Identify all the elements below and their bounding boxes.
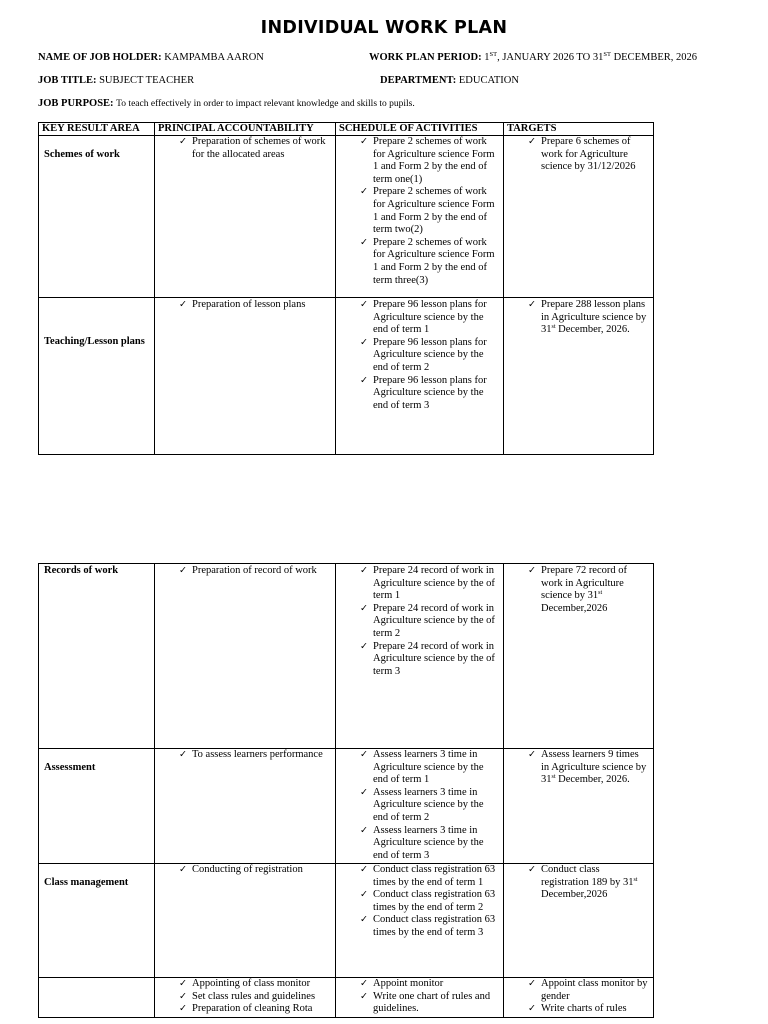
period-sup-a: ST — [489, 51, 498, 58]
work-plan-period-line — [369, 52, 697, 63]
list-item: ✓ Appoint class monitor by gender — [508, 978, 649, 1003]
work-plan-table-bottom — [38, 563, 654, 1018]
activities-list — [340, 299, 499, 412]
kra-class-management: Class management — [44, 877, 129, 888]
list-item: ✓ Prepare 96 lesson plans for Agriculture science by the end of term 1 — [340, 299, 499, 337]
list-item: ✓ Prepare 96 lesson plans for Agriculture science by the end of term 2 — [340, 337, 499, 375]
department-label: DEPARTMENT: — [380, 75, 457, 86]
list-item: ✓ Write one chart of rules and guidelines. — [340, 991, 499, 1016]
list-item: ✓ Preparation of schemes of work for the allocated areas — [159, 136, 331, 161]
targets-list — [508, 299, 649, 337]
targets-list — [508, 565, 649, 615]
activities-list — [340, 864, 499, 940]
list-item: ✓ Prepare 24 record of work in Agriculture science by the of term 2 — [340, 603, 499, 641]
list-item: ✓ Conduct class registration 63 times by the end of term 2 — [340, 889, 499, 914]
list-item: ✓ Prepare 288 lesson plans in Agriculture science by 31st December, 2026. — [508, 299, 649, 337]
table-header-row — [39, 123, 654, 136]
list-item: ✓ Prepare 6 schemes of work for Agriculture science by 31/12/2026 — [508, 136, 649, 174]
table-row — [39, 136, 654, 298]
department-line — [380, 75, 519, 86]
targets-list — [508, 864, 649, 902]
table-row — [39, 978, 654, 1018]
job-purpose-line — [38, 98, 415, 109]
list-item: ✓ Assess learners 9 times in Agriculture science by 31st December, 2026. — [508, 749, 649, 787]
list-item: ✓ Assess learners 3 time in Agriculture science by the end of term 1 — [340, 749, 499, 787]
activities-list — [340, 565, 499, 678]
kra-schemes-of-work: Schemes of work — [44, 149, 120, 160]
job-holder-line — [38, 52, 264, 63]
header-key-result-area: KEY RESULT AREA — [39, 123, 155, 136]
list-item: ✓ Assess learners 3 time in Agriculture science by the end of term 3 — [340, 825, 499, 863]
department-value: EDUCATION — [458, 75, 519, 86]
header-schedule-of-activities: SCHEDULE OF ACTIVITIES — [336, 123, 504, 136]
list-item: ✓ Conduct class registration 63 times by the end of term 1 — [340, 864, 499, 889]
list-item: ✓ Write charts of rules — [508, 1003, 649, 1016]
period-part-b: , JANUARY 2026 TO 31 — [497, 52, 604, 63]
accountability-list — [159, 299, 331, 312]
header-principal-accountability: PRINCIPAL ACCOUNTABILITY — [155, 123, 336, 136]
period-label: WORK PLAN PERIOD: — [369, 52, 482, 63]
list-item: ✓ To assess learners performance — [159, 749, 331, 762]
job-holder-value: KAMPAMBA AARON — [164, 52, 264, 63]
job-purpose-label: JOB PURPOSE: — [38, 98, 114, 109]
list-item: ✓ Preparation of cleaning Rota — [159, 1003, 331, 1016]
period-part-a: 1 — [484, 52, 490, 63]
list-item: ✓ Set class rules and guidelines — [159, 991, 331, 1004]
document-title: INDIVIDUAL WORK PLAN — [260, 18, 508, 38]
list-item: ✓ Appoint monitor — [340, 978, 499, 991]
job-title-label: JOB TITLE: — [38, 75, 97, 86]
list-item: ✓ Conduct class registration 63 times by the end of term 3 — [340, 914, 499, 939]
activities-list — [340, 978, 499, 1016]
list-item: ✓ Preparation of record of work — [159, 565, 331, 578]
list-item: ✓ Conducting of registration — [159, 864, 331, 877]
list-item: ✓ Conduct class registration 189 by 31st December,2026 — [508, 864, 649, 902]
list-item: ✓ Prepare 72 record of work in Agriculture science by 31st December,2026 — [508, 565, 649, 615]
targets-list — [508, 749, 649, 787]
accountability-list — [159, 565, 331, 578]
job-purpose-value: To teach effectively in order to impact relevant knowledge and skills to pupils. — [116, 99, 415, 109]
accountability-list — [159, 136, 331, 161]
kra-records-of-work: Records of work — [44, 565, 119, 576]
period-part-c: DECEMBER, 2026 — [610, 52, 697, 63]
list-item: ✓ Assess learners 3 time in Agriculture science by the end of term 2 — [340, 787, 499, 825]
activities-list — [340, 749, 499, 862]
list-item: ✓ Prepare 96 lesson plans for Agriculture science by the end of term 3 — [340, 375, 499, 413]
job-holder-label: NAME OF JOB HOLDER: — [38, 52, 162, 63]
header-targets: TARGETS — [504, 123, 654, 136]
work-plan-table-top — [38, 122, 654, 455]
kra-empty-cell — [39, 978, 155, 1018]
table-row — [39, 864, 654, 978]
activities-list — [340, 136, 499, 287]
accountability-list — [159, 864, 331, 877]
period-sup-b: ST — [603, 51, 611, 58]
list-item: ✓ Prepare 24 record of work in Agriculture science by the of term 3 — [340, 641, 499, 679]
table-row — [39, 749, 654, 864]
list-item: ✓ Prepare 2 schemes of work for Agriculture science Form 1 and Form 2 by the end of term one(1) — [340, 136, 499, 186]
list-item: ✓ Prepare 2 schemes of work for Agriculture science Form 1 and Form 2 by the end of term three(3) — [340, 237, 499, 287]
kra-assessment: Assessment — [44, 762, 96, 773]
list-item: ✓ Prepare 24 record of work in Agriculture science by the of term 1 — [340, 565, 499, 603]
kra-teaching-lesson-plans: Teaching/Lesson plans — [44, 336, 145, 347]
targets-list — [508, 136, 649, 174]
accountability-list — [159, 749, 331, 762]
accountability-list — [159, 978, 331, 1016]
list-item: ✓ Preparation of lesson plans — [159, 299, 331, 312]
table-row — [39, 298, 654, 455]
list-item: ✓ Prepare 2 schemes of work for Agriculture science Form 1 and Form 2 by the end of term two(2) — [340, 186, 499, 236]
table-row — [39, 564, 654, 749]
targets-list — [508, 978, 649, 1016]
list-item: ✓ Appointing of class monitor — [159, 978, 331, 991]
job-title-line — [38, 75, 194, 86]
job-title-value: SUBJECT TEACHER — [99, 75, 195, 86]
